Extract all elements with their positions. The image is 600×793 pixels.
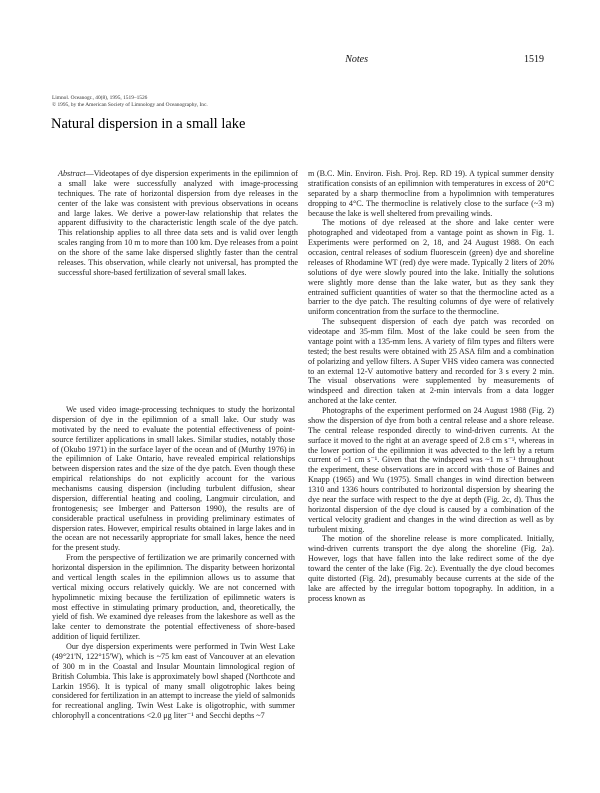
article-title: Natural dispersion in a small lake xyxy=(51,116,246,132)
left-column-body xyxy=(52,405,295,721)
body-paragraph: We used video image-processing techniques to study the horizontal dispersion of dye in the epilimnion of a small lake. Our study was motivated by the need to evaluate the potential effectiveness of point-source fertilizer applications in small lakes. Similar studies, notably those of (Okubo 1971) in the surface layer of the ocean and of (Murthy 1976) in the epilimnion of Lake Ontario, have revealed empirical relationships between dispersion rates and the size of the dye patch. Even though these empirical relationships do not explicitly account for the various mechanisms causing dispersion (including turbulent diffusion, shear dispersion, differential heating and cooling, Langmuir circulation, and frontogenesis; see Imberger and Patterson 1990), the results are of considerable practical usefulness in providing preliminary estimates of dispersion rates. However, empirical results obtained in large lakes and in the ocean are not necessarily appropriate for small lakes, hence the need for the present study. xyxy=(52,405,295,553)
journal-citation xyxy=(52,95,208,109)
body-paragraph: Our dye dispersion experiments were performed in Twin West Lake (49°21'N, 122°15'W), which is ~75 km east of Vancouver at an elevation of 300 m in the Coastal and Insular Mountain limnological region of British Columbia. This lake is approximately bowl shaped (Northcote and Larkin 1956). It is typical of many small oligotrophic lakes being considered for fertilization in an attempt to increase the yield of salmonids for recreational angling. Twin West Lake is oligotrophic, with summer chlorophyll a concentrations <2.0 μg liter⁻¹ and Secchi depths ~7 xyxy=(52,642,295,721)
abstract-text: —Videotapes of dye dispersion experiments in the epilimnion of a small lake were successfully analyzed with image-processing techniques. The rate of horizontal dispersion from dye releases in the center of the lake was consistent with previous observations in oceans and large lakes. We derive a power-law relationship that relates the apparent diffusivity to the characteristic length scale of the dye patch. This relationship applies to all three data sets and is valid over length scales ranging from 10 m to more than 100 km. Dye releases from a point on the shore of the same lake dispersed slightly faster than the central releases. This observation, while clearly not universal, has prompted the successful shore-based fertilization of several small lakes. xyxy=(58,169,298,277)
journal-citation-line: Limnol. Oceanogr., 40(8), 1995, 1519–1526 xyxy=(52,95,148,101)
right-column-body xyxy=(308,169,554,604)
running-head-section: Notes xyxy=(345,54,368,65)
page-number: 1519 xyxy=(524,54,544,65)
body-paragraph: Photographs of the experiment performed on 24 August 1988 (Fig. 2) show the dispersion of dye from both a central release and a shore release. The central release responded directly to wind-driven currents. At the surface it moved to the right at an average speed of 2.8 cm s⁻¹, whereas in the lower portion of the epilimnion it was advected to the left by a return current of ~1 cm s⁻¹. Given that the windspeed was ~1 m s⁻¹ throughout the experiment, these observations are in accord with those of Baines and Knapp (1965) and Wu (1975). Small changes in wind direction between 1310 and 1336 hours contributed to horizontal dispersion by shearing the dye near the surface with respect to the dye at depth (Fig. 2c, d). Thus the horizontal dispersion of the dye cloud is caused by a combination of the vertical velocity gradient and changes in the wind direction as well as by turbulent mixing. xyxy=(308,406,554,534)
abstract-label: Abstract xyxy=(58,169,86,178)
abstract xyxy=(58,169,298,278)
body-paragraph: m (B.C. Min. Environ. Fish. Proj. Rep. RD 19). A typical summer density stratification consists of an epilimnion with temperatures in excess of 20°C separated by a sharp thermocline from a hypolimnion with temperatures dropping to 4°C. The thermocline is relatively close to the surface (~3 m) because the lake is well sheltered from prevailing winds. xyxy=(308,169,554,218)
body-paragraph: From the perspective of fertilization we are primarily concerned with horizontal dispersion in the epilimnion. The disparity between horizontal and vertical length scales in the epilimnion allows us to assume that vertical mixing occurs relatively quickly. We are not concerned with hypolimnetic mixing because the fertilization of epilimnetic waters is most effective in stimulating primary production, and, theoretically, the yield of fish. We examined dye releases from the lakeshore as well as the lake center to demonstrate the potential effectiveness of shore-based addition of liquid fertilizer. xyxy=(52,553,295,642)
body-paragraph: The subsequent dispersion of each dye patch was recorded on videotape and 35-mm film. Most of the lake could be seen from the vantage point with a 135-mm lens. A variety of film types and filters were tested; the best results were obtained with 25 ASA film and a combination of polarizing and yellow filters. A Super VHS video camera was connected to an external 12-V automotive battery and recorded for 3 s every 2 min. The visual observations were supplemented by measurements of windspeed and direction taken at 2-min intervals from a data logger anchored at the lake center. xyxy=(308,317,554,406)
body-paragraph: The motion of the shoreline release is more complicated. Initially, wind-driven currents transport the dye along the shoreline (Fig. 2a). However, logs that have fallen into the lake redirect some of the dye toward the center of the lake (Fig. 2c). Eventually the dye cloud becomes quite distorted (Fig. 2d), presumably because currents at the side of the lake are affected by the irregular bottom topography. In addition, in a process known as xyxy=(308,534,554,603)
copyright-line: © 1995, by the American Society of Limnology and Oceanography, Inc. xyxy=(52,102,208,108)
body-paragraph: The motions of dye released at the shore and lake center were photographed and videotaped from a vantage point as shown in Fig. 1. Experiments were performed on 2, 18, and 24 August 1988. On each occasion, central releases of sodium fluorescein (green) dye and shoreline releases of Rhodamine WT (red) dye were made. Typically 2 liters of 20% solutions of dye were slowly poured into the lake. Initially the solutions were slightly more dense than the lake water, but as they sank they entrained sufficient quantities of water so that the thermocline acted as a barrier to the dye patch. The resulting columns of dye were of relatively uniform concentration from the surface to the thermocline. xyxy=(308,218,554,317)
